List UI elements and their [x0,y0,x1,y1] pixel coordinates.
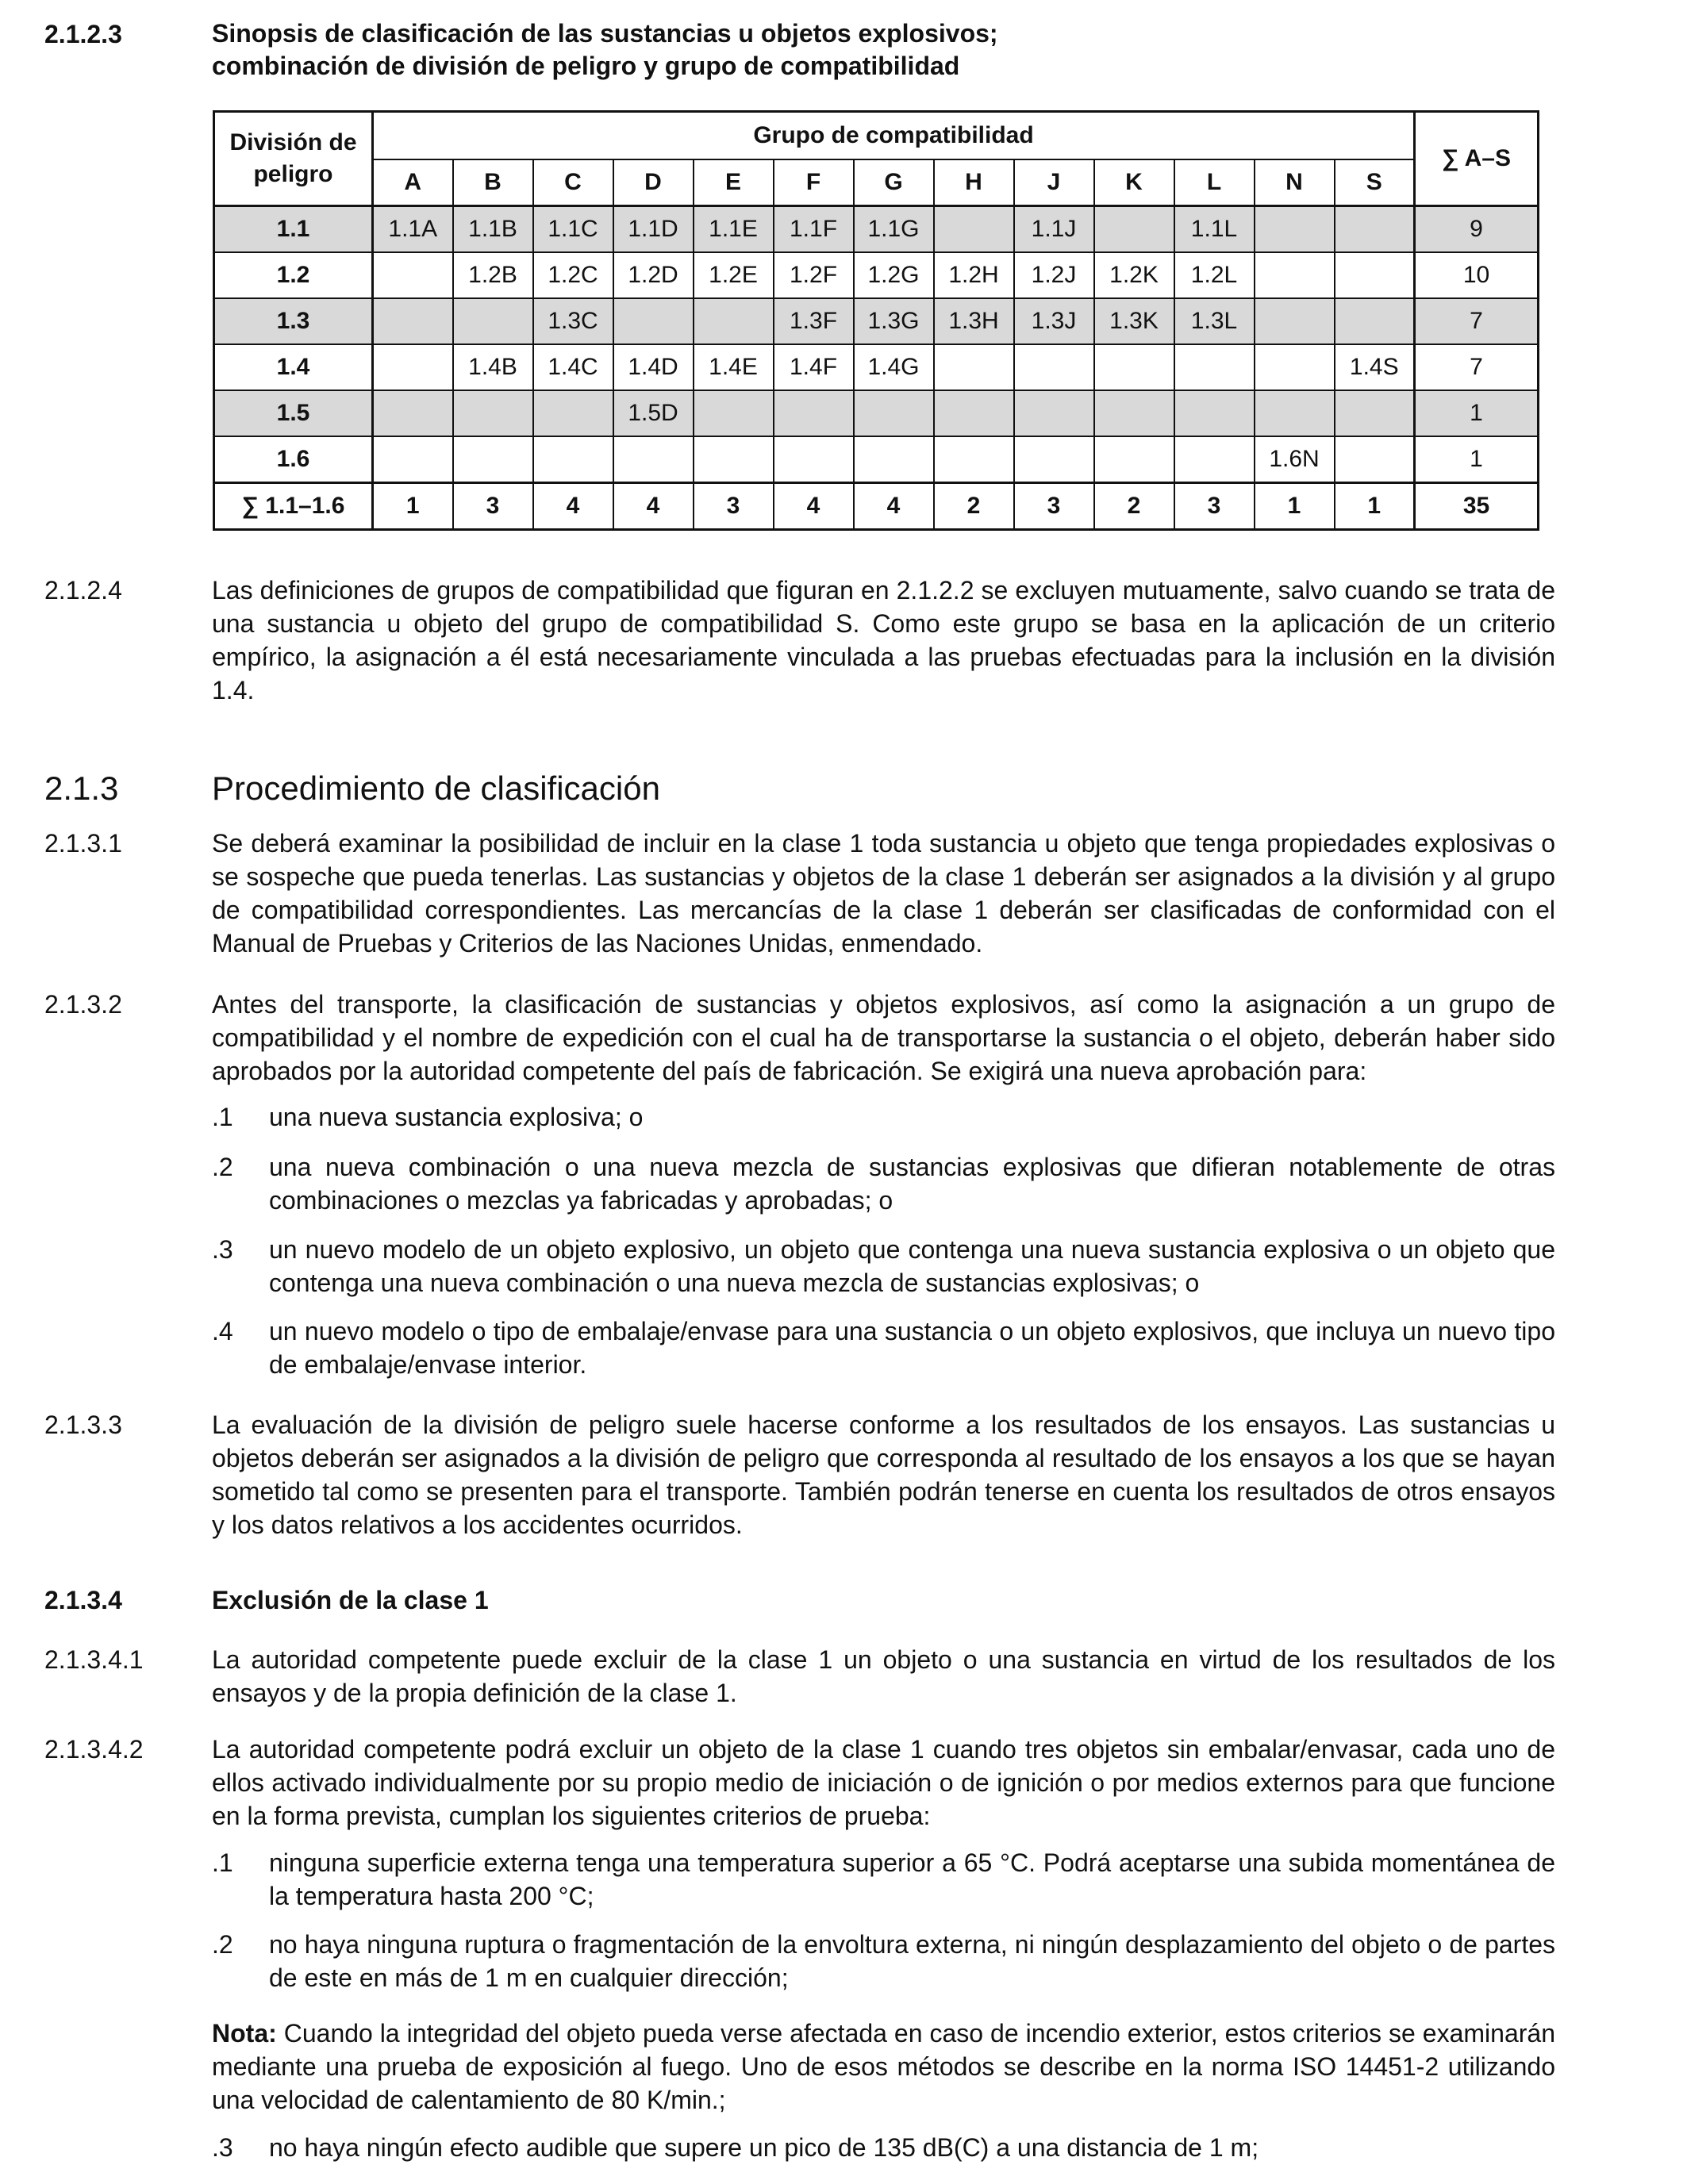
table-cell: 1.4B [453,344,533,390]
section-title: Procedimiento de clasificación [212,770,660,807]
table-cell [1014,436,1094,483]
division-header: División de peligro [214,112,373,206]
section-number: 2.1.3.3 [44,1411,122,1439]
table-cell [373,390,453,436]
column-header-s: S [1335,159,1415,206]
row-label: 1.4 [214,344,373,390]
table-cell [934,344,1014,390]
row-sum: 1 [1415,390,1539,436]
row-label: 1.2 [214,252,373,298]
table-cell: 1.2F [774,252,854,298]
list-marker: .1 [212,1848,233,1877]
table-cell: 1.6N [1255,436,1335,483]
table-cell [1094,344,1174,390]
list-text: un nuevo modelo de un objeto explosivo, un objeto que contenga una nueva sustancia explosiva o un objeto que contenga una nueva combinación o una nueva mezcla de sustancias explosivas; o [269,1235,1555,1297]
table-cell: 1.3L [1174,298,1255,344]
totals-cell: 3 [694,482,774,529]
column-header-k: K [1094,159,1174,206]
list-item [0,1150,1687,1217]
column-header-e: E [694,159,774,206]
section-2-1-3-4 [0,1583,1687,1617]
note [0,2017,1687,2117]
section-2-1-3-3 [0,1408,1687,1541]
list-text: no haya ninguna ruptura o fragmentación de la envoltura externa, ni ningún desplazamiento del objeto o de partes de este en más de 1 m en cualquier dirección; [269,1930,1555,1992]
table-cell [774,390,854,436]
table-cell [934,436,1014,483]
table-cell: 1.3F [774,298,854,344]
table-cell [1255,344,1335,390]
totals-cell: 3 [1174,482,1255,529]
table-row [214,436,1539,483]
table-cell: 1.1F [774,205,854,252]
section-title-line: combinación de división de peligro y grupo de compatibilidad [212,52,960,80]
list-marker: .3 [212,1235,233,1264]
section-2-1-2-3 [0,17,1687,83]
table-cell [854,390,934,436]
section-text: Las definiciones de grupos de compatibilidad que figuran en 2.1.2.2 se excluyen mutuamente, salvo cuando se trata de una sustancia u objeto del grupo de compatibilidad S. Como este grupo se basa en la aplicación de un criterio empírico, la asignación a él está necesariamente vinculada a las pruebas efectuadas para la inclusión en la división 1.4. [212,576,1555,704]
table-cell: 1.3H [934,298,1014,344]
table-cell: 1.4F [774,344,854,390]
table-cell [453,436,533,483]
table-row [214,205,1539,252]
section-2-1-3 [0,769,1687,808]
list-marker: .3 [212,2133,233,2162]
table-cell: 1.2C [533,252,613,298]
table-cell [533,390,613,436]
totals-cell: 1 [373,482,453,529]
table-cell [1255,205,1335,252]
totals-cell: 2 [1094,482,1174,529]
section-number: 2.1.3.4.1 [44,1645,144,1674]
table-cell: 1.1A [373,205,453,252]
table-cell [934,390,1014,436]
table-cell: 1.2G [854,252,934,298]
table-cell: 1.2H [934,252,1014,298]
table-cell [774,436,854,483]
totals-row [214,482,1539,529]
section-text: La evaluación de la división de peligro suele hacerse conforme a los resultados de los ensayos. Las sustancias u objetos deberán ser asignados a la división de peligro que corresponda al resultado de los ensayos a los que se hayan sometido tal como se presenten para el transporte. También podrán tenerse en cuenta los resultados de otros ensayos y los datos relativos a los accidentes ocurridos. [212,1411,1555,1539]
section-number: 2.1.2.3 [44,20,122,48]
row-sum: 9 [1415,205,1539,252]
table-row [214,252,1539,298]
section-number: 2.1.3.4.2 [44,1735,144,1764]
table-row [214,344,1539,390]
list-item [0,1233,1687,1299]
sum-header: ∑ A–S [1415,112,1539,206]
table-cell: 1.1C [533,205,613,252]
table-cell: 1.2D [613,252,694,298]
table-cell: 1.5D [613,390,694,436]
table-cell [453,390,533,436]
section-2-1-3-4-1 [0,1643,1687,1710]
list-item [0,1846,1687,1913]
section-text: La autoridad competente puede excluir de la clase 1 un objeto o una sustancia en virtud de los resultados de los ensayos y de la propia definición de la clase 1. [212,1645,1555,1707]
totals-cell: 4 [854,482,934,529]
section-text: Se deberá examinar la posibilidad de incluir en la clase 1 toda sustancia u objeto que tenga propiedades explosivas o se sospeche que pueda tenerlas. Las sustancias y objetos de la clase 1 deberán ser asignados a la división y al grupo de compatibilidad correspondientes. Las mercancías de la clase 1 deberán ser clasificadas de conformidad con el Manual de Pruebas y Criterios de las Naciones Unidas, enmendado. [212,829,1555,958]
row-label: 1.5 [214,390,373,436]
table-cell [934,205,1014,252]
table-row [214,298,1539,344]
table-cell [1014,344,1094,390]
section-number: 2.1.3 [44,770,119,807]
table-cell: 1.1G [854,205,934,252]
section-number: 2.1.3.1 [44,829,122,858]
totals-cell: 4 [533,482,613,529]
table-cell: 1.1D [613,205,694,252]
table-cell: 1.1J [1014,205,1094,252]
list-text: una nueva sustancia explosiva; o [269,1103,644,1131]
table-cell [694,436,774,483]
section-2-1-3-2 [0,988,1687,1088]
group-header: Grupo de compatibilidad [373,112,1415,159]
classification-table [213,110,1539,531]
table-cell: 1.3K [1094,298,1174,344]
column-header-c: C [533,159,613,206]
row-label: 1.3 [214,298,373,344]
section-title: Exclusión de la clase 1 [212,1586,489,1614]
table-cell: 1.4C [533,344,613,390]
note-text [212,2017,1555,2117]
table-cell: 1.1B [453,205,533,252]
table-cell: 1.1E [694,205,774,252]
row-sum: 7 [1415,344,1539,390]
table-cell [1255,390,1335,436]
table-cell: 1.1L [1174,205,1255,252]
table-cell: 1.4D [613,344,694,390]
totals-cell: 2 [934,482,1014,529]
list-text: un nuevo modelo o tipo de embalaje/envase para una sustancia o un objeto explosivos, que incluya un nuevo tipo de embalaje/envase interior. [269,1317,1555,1379]
table-cell [1174,390,1255,436]
table-cell [373,252,453,298]
table-cell: 1.2B [453,252,533,298]
column-header-j: J [1014,159,1094,206]
column-header-a: A [373,159,453,206]
row-label: 1.6 [214,436,373,483]
table-cell [1094,390,1174,436]
table-cell [1255,298,1335,344]
table-cell [1335,390,1415,436]
totals-cell: 1 [1255,482,1335,529]
table-cell: 1.3C [533,298,613,344]
table-cell: 1.3G [854,298,934,344]
column-header-b: B [453,159,533,206]
table-cell: 1.4G [854,344,934,390]
section-title-line: Sinopsis de clasificación de las sustancias u objetos explosivos; [212,19,998,48]
table-cell [1335,436,1415,483]
list-item [0,1928,1687,1994]
table-cell [1094,436,1174,483]
list-text: no haya ningún efecto audible que supere un pico de 135 dB(C) a una distancia de 1 m; [269,2133,1259,2162]
list-item [0,2131,1687,2164]
table-cell [453,298,533,344]
table-cell [1255,252,1335,298]
table-cell: 1.4S [1335,344,1415,390]
table-cell [694,390,774,436]
table-cell: 1.2K [1094,252,1174,298]
section-title [212,17,1555,83]
table-cell [1335,298,1415,344]
list-item [0,1315,1687,1381]
row-sum: 10 [1415,252,1539,298]
section-2-1-3-4-2 [0,1733,1687,1833]
section-number: 2.1.3.4 [44,1586,122,1614]
row-label: 1.1 [214,205,373,252]
column-header-n: N [1255,159,1335,206]
column-header-g: G [854,159,934,206]
row-sum: 7 [1415,298,1539,344]
section-text: Antes del transporte, la clasificación de sustancias y objetos explosivos, así como la asignación a un grupo de compatibilidad y el nombre de expedición con el cual ha de transportarse la sustancia o el objeto, deberán haber sido aprobados por la autoridad competente del país de fabricación. Se exigirá una nueva aprobación para: [212,990,1555,1085]
section-text: La autoridad competente podrá excluir un objeto de la clase 1 cuando tres objetos sin embalar/envasar, cada uno de ellos activado individualmente por su propio medio de iniciación o de ignición o por medios externos para que funcione en la forma prevista, cumplan los siguientes criterios de prueba: [212,1735,1555,1830]
column-header-f: F [774,159,854,206]
section-number: 2.1.3.2 [44,990,122,1019]
table-cell [1094,205,1174,252]
table-cell [1335,252,1415,298]
section-2-1-3-1 [0,827,1687,960]
table-cell [694,298,774,344]
column-header-h: H [934,159,1014,206]
totals-sum: 35 [1415,482,1539,529]
totals-cell: 4 [613,482,694,529]
note-label: Nota: [212,2019,277,2048]
row-sum: 1 [1415,436,1539,483]
section-number: 2.1.2.4 [44,576,122,605]
totals-cell: 3 [453,482,533,529]
table-cell [1174,344,1255,390]
list-marker: .2 [212,1153,233,1181]
table-cell: 1.2E [694,252,774,298]
list-item [0,1100,1687,1134]
table-cell [1335,205,1415,252]
totals-cell: 3 [1014,482,1094,529]
table-cell [613,298,694,344]
list-text: ninguna superficie externa tenga una temperatura superior a 65 °C. Podrá aceptarse una subida momentánea de la temperatura hasta 200 °C; [269,1848,1555,1910]
note-body: Cuando la integridad del objeto pueda verse afectada en caso de incendio exterior, estos criterios se examinarán mediante una prueba de exposición al fuego. Uno de esos métodos se describe en la norma ISO 14451-2 utilizando una velocidad de calentamiento de 80 K/min.; [212,2019,1555,2114]
table-cell: 1.2L [1174,252,1255,298]
table-cell: 1.2J [1014,252,1094,298]
table-cell [533,436,613,483]
list-text: una nueva combinación o una nueva mezcla de sustancias explosivas que difieran notablemente de otras combinaciones o mezclas ya fabricadas y aprobadas; o [269,1153,1555,1215]
table-cell [1014,390,1094,436]
table-cell [373,436,453,483]
column-header-l: L [1174,159,1255,206]
table-cell [1174,436,1255,483]
table-cell [373,344,453,390]
table-row [214,390,1539,436]
table-cell: 1.3J [1014,298,1094,344]
totals-label: ∑ 1.1–1.6 [214,482,373,529]
list-marker: .2 [212,1930,233,1959]
table-cell [854,436,934,483]
column-header-d: D [613,159,694,206]
list-marker: .4 [212,1317,233,1345]
table-cell: 1.4E [694,344,774,390]
list-marker: .1 [212,1103,233,1131]
totals-cell: 1 [1335,482,1415,529]
table-cell [613,436,694,483]
totals-cell: 4 [774,482,854,529]
section-2-1-2-4 [0,574,1687,707]
table-cell [373,298,453,344]
